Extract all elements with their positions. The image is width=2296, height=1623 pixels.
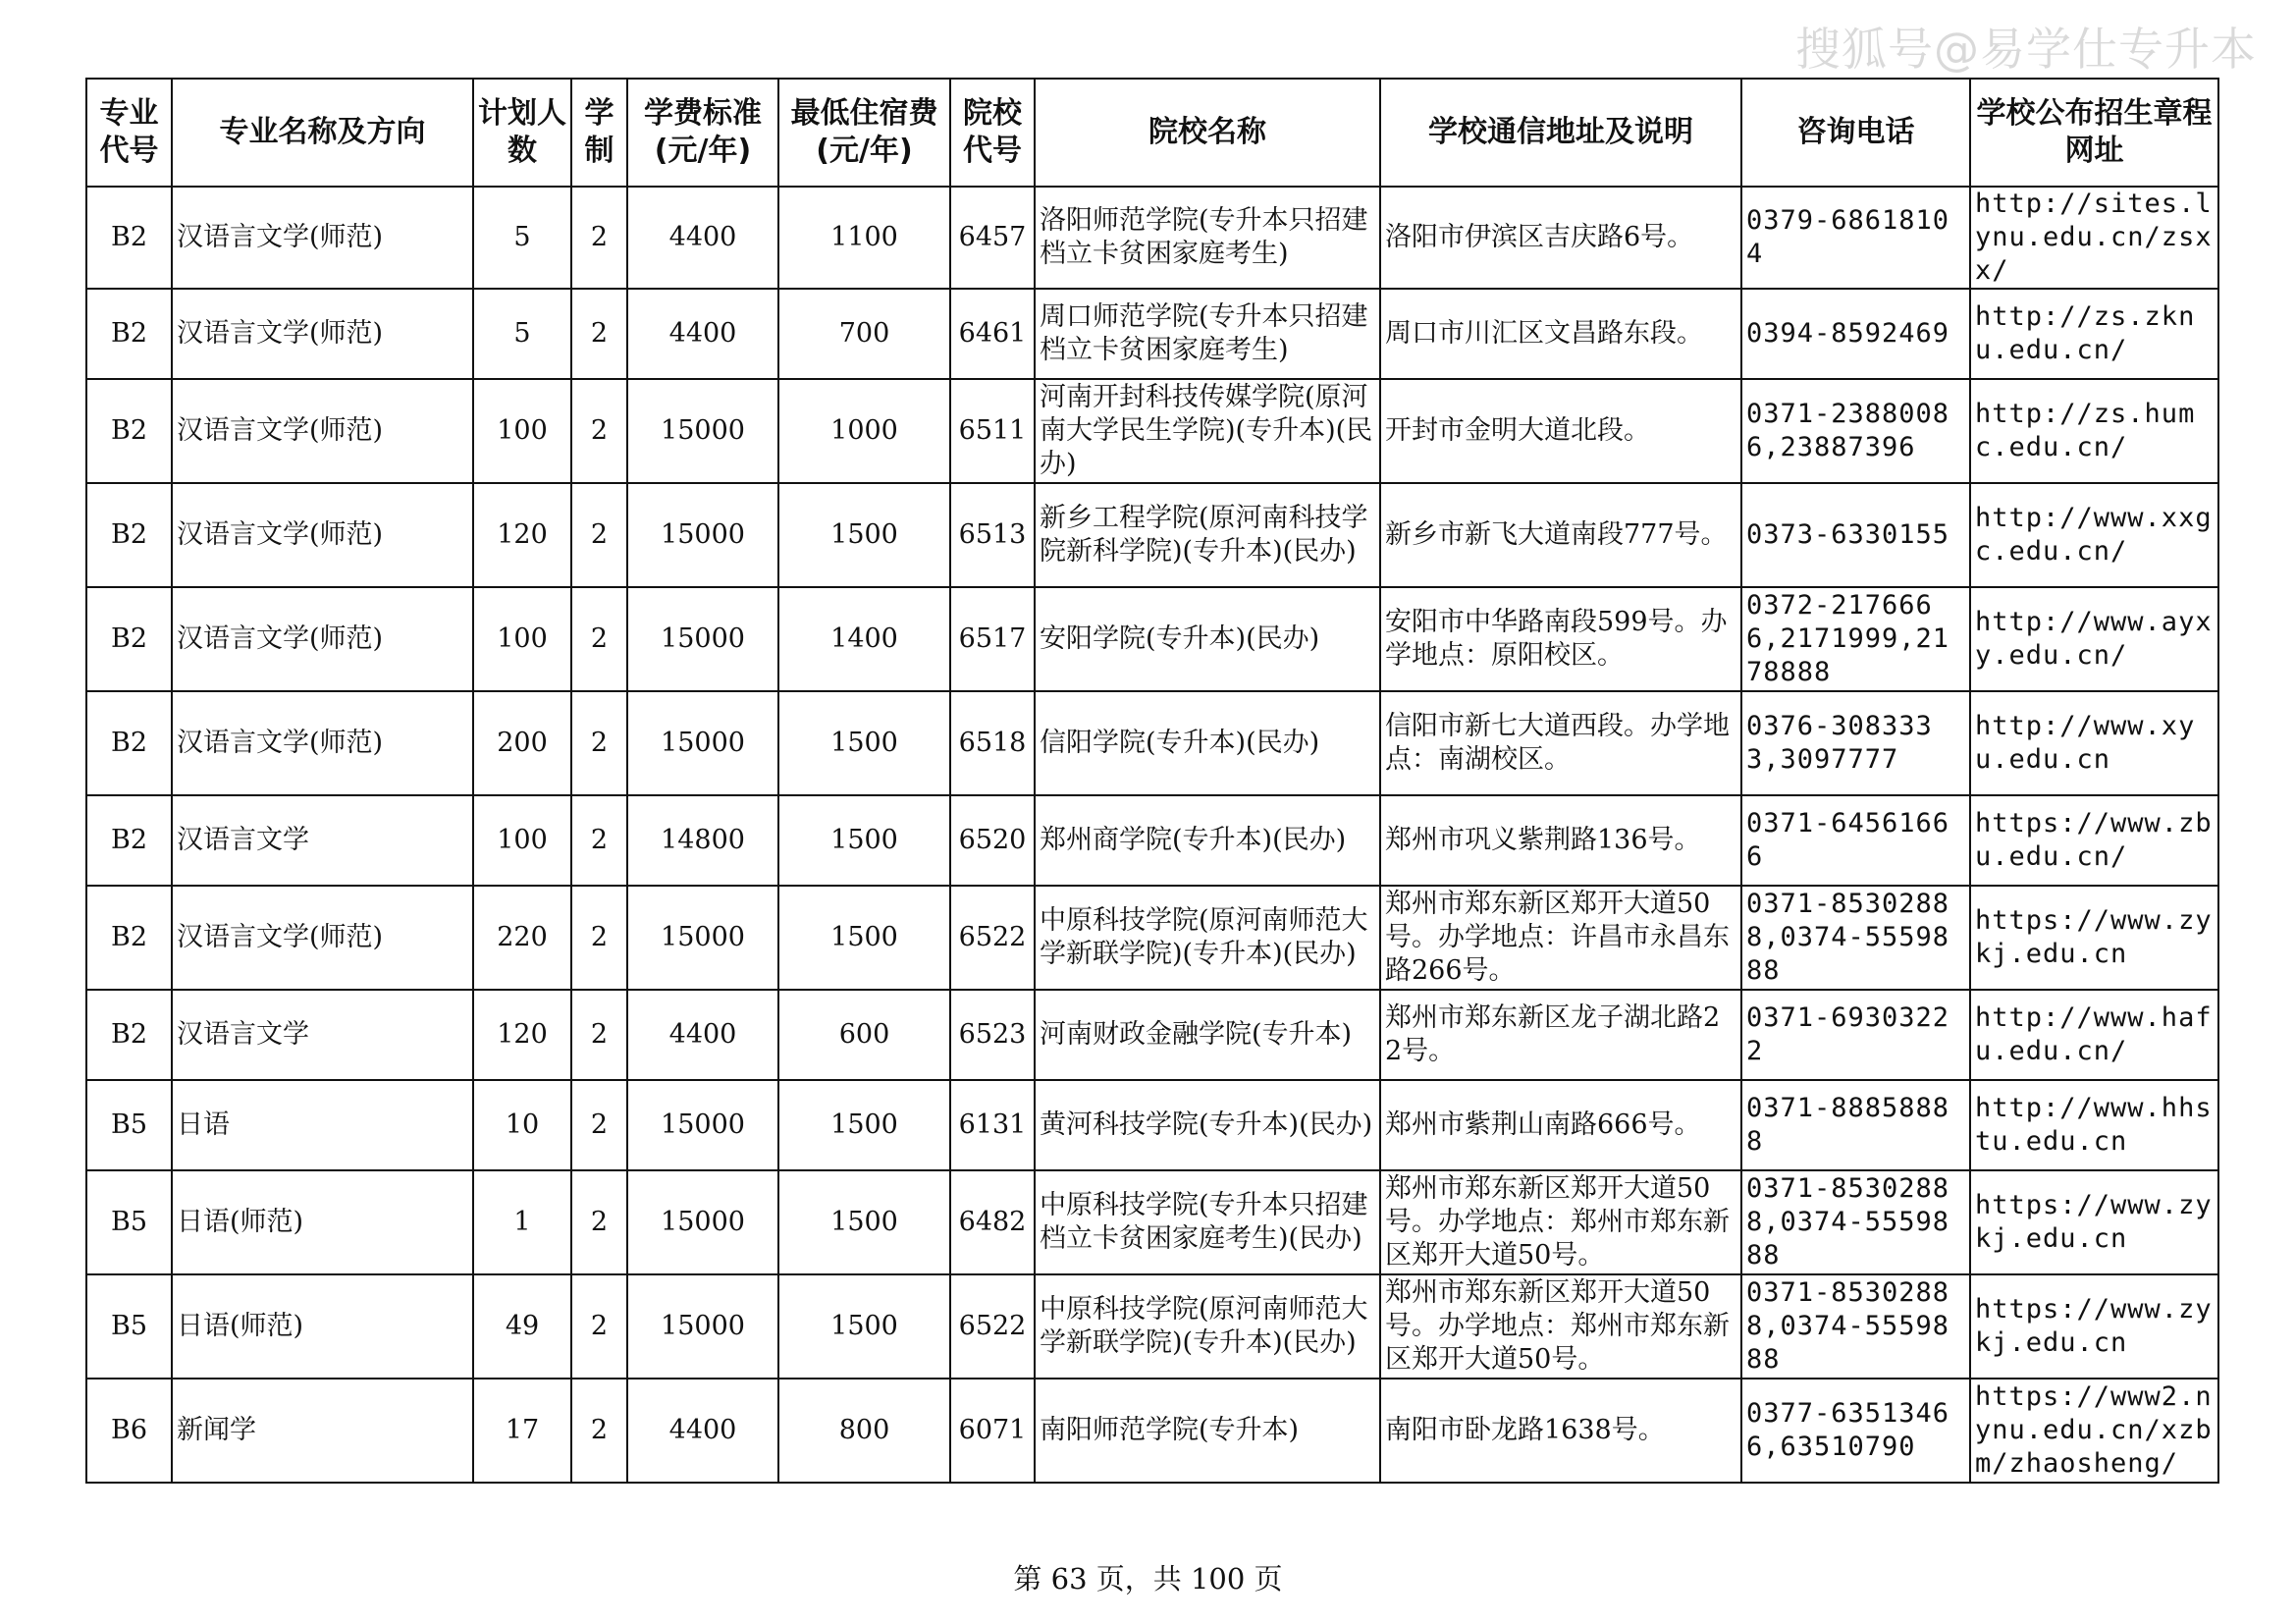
cell-duration: 2 xyxy=(571,795,627,886)
cell-duration: 2 xyxy=(571,990,627,1080)
cell-address: 安阳市中华路南段599号。办学地点：原阳校区。 xyxy=(1380,587,1741,691)
header-duration: 学制 xyxy=(571,79,627,187)
cell-phone: 0371-85302888,0374-5559888 xyxy=(1741,1274,1970,1379)
cell-major-name: 汉语言文学(师范) xyxy=(172,187,473,289)
cell-school-name: 南阳师范学院(专升本) xyxy=(1035,1379,1380,1483)
header-major-code: 专业代号 xyxy=(86,79,172,187)
cell-duration: 2 xyxy=(571,483,627,587)
cell-phone: 0379-68618104 xyxy=(1741,187,1970,289)
cell-school-code: 6461 xyxy=(950,289,1035,379)
cell-website[interactable]: http://www.ayxy.edu.cn/ xyxy=(1970,587,2218,691)
page-footer: 第 63 页，共 100 页 xyxy=(1013,1562,1283,1596)
cell-school-code: 6511 xyxy=(950,379,1035,483)
cell-duration: 2 xyxy=(571,1080,627,1170)
cell-school-code: 6131 xyxy=(950,1080,1035,1170)
cell-plan-count: 120 xyxy=(473,483,571,587)
cell-tuition: 4400 xyxy=(627,990,778,1080)
table-row xyxy=(86,1170,2218,1274)
cell-plan-count: 17 xyxy=(473,1379,571,1483)
table-row xyxy=(86,1379,2218,1483)
cell-address: 南阳市卧龙路1638号。 xyxy=(1380,1379,1741,1483)
cell-plan-count: 100 xyxy=(473,379,571,483)
cell-major-name: 日语(师范) xyxy=(172,1170,473,1274)
table-row xyxy=(86,483,2218,587)
cell-plan-count: 220 xyxy=(473,886,571,990)
table-row xyxy=(86,587,2218,691)
cell-phone: 0371-69303222 xyxy=(1741,990,1970,1080)
cell-tuition: 15000 xyxy=(627,379,778,483)
cell-major-code: B2 xyxy=(86,795,172,886)
cell-school-name: 洛阳师范学院(专升本只招建档立卡贫困家庭考生) xyxy=(1035,187,1380,289)
cell-major-code: B6 xyxy=(86,1379,172,1483)
cell-dorm-fee: 700 xyxy=(778,289,950,379)
table-header-row xyxy=(86,79,2218,187)
cell-school-code: 6523 xyxy=(950,990,1035,1080)
cell-dorm-fee: 1500 xyxy=(778,1170,950,1274)
cell-school-code: 6517 xyxy=(950,587,1035,691)
cell-major-code: B2 xyxy=(86,990,172,1080)
table-row xyxy=(86,187,2218,289)
cell-school-name: 周口师范学院(专升本只招建档立卡贫困家庭考生) xyxy=(1035,289,1380,379)
cell-website[interactable]: https://www.zykj.edu.cn xyxy=(1970,886,2218,990)
cell-major-name: 日语(师范) xyxy=(172,1274,473,1379)
cell-tuition: 4400 xyxy=(627,1379,778,1483)
cell-school-code: 6457 xyxy=(950,187,1035,289)
cell-address: 新乡市新飞大道南段777号。 xyxy=(1380,483,1741,587)
table-row xyxy=(86,1274,2218,1379)
cell-website[interactable]: http://zs.zknu.edu.cn/ xyxy=(1970,289,2218,379)
cell-website[interactable]: http://zs.humc.edu.cn/ xyxy=(1970,379,2218,483)
cell-school-code: 6513 xyxy=(950,483,1035,587)
cell-duration: 2 xyxy=(571,691,627,795)
cell-tuition: 15000 xyxy=(627,483,778,587)
cell-school-code: 6520 xyxy=(950,795,1035,886)
cell-school-name: 信阳学院(专升本)(民办) xyxy=(1035,691,1380,795)
cell-address: 郑州市巩义紫荆路136号。 xyxy=(1380,795,1741,886)
cell-website[interactable]: https://www.zbu.edu.cn/ xyxy=(1970,795,2218,886)
cell-phone: 0371-85302888,0374-5559888 xyxy=(1741,1170,1970,1274)
header-website: 学校公布招生章程网址 xyxy=(1970,79,2218,187)
cell-dorm-fee: 1500 xyxy=(778,886,950,990)
cell-duration: 2 xyxy=(571,1170,627,1274)
cell-tuition: 15000 xyxy=(627,587,778,691)
cell-school-name: 中原科技学院(原河南师范大学新联学院)(专升本)(民办) xyxy=(1035,886,1380,990)
cell-major-name: 汉语言文学(师范) xyxy=(172,289,473,379)
cell-address: 郑州市郑东新区郑开大道50号。办学地点：郑州市郑东新区郑开大道50号。 xyxy=(1380,1170,1741,1274)
cell-phone: 0373-6330155 xyxy=(1741,483,1970,587)
cell-dorm-fee: 1000 xyxy=(778,379,950,483)
header-address: 学校通信地址及说明 xyxy=(1380,79,1741,187)
cell-major-code: B2 xyxy=(86,187,172,289)
cell-address: 郑州市紫荆山南路666号。 xyxy=(1380,1080,1741,1170)
cell-website[interactable]: http://www.hafu.edu.cn/ xyxy=(1970,990,2218,1080)
header-dorm-fee: 最低住宿费(元/年) xyxy=(778,79,950,187)
header-school-code: 院校代号 xyxy=(950,79,1035,187)
cell-address: 开封市金明大道北段。 xyxy=(1380,379,1741,483)
table-row xyxy=(86,379,2218,483)
cell-tuition: 4400 xyxy=(627,187,778,289)
cell-plan-count: 100 xyxy=(473,587,571,691)
cell-website[interactable]: https://www.zykj.edu.cn xyxy=(1970,1170,2218,1274)
cell-address: 信阳市新七大道西段。办学地点：南湖校区。 xyxy=(1380,691,1741,795)
cell-dorm-fee: 1500 xyxy=(778,795,950,886)
cell-major-name: 汉语言文学(师范) xyxy=(172,587,473,691)
cell-major-code: B2 xyxy=(86,691,172,795)
cell-school-name: 中原科技学院(原河南师范大学新联学院)(专升本)(民办) xyxy=(1035,1274,1380,1379)
cell-school-name: 河南开封科技传媒学院(原河南大学民生学院)(专升本)(民办) xyxy=(1035,379,1380,483)
cell-phone: 0371-64561666 xyxy=(1741,795,1970,886)
cell-major-code: B5 xyxy=(86,1170,172,1274)
cell-major-code: B5 xyxy=(86,1080,172,1170)
cell-dorm-fee: 1500 xyxy=(778,1274,950,1379)
cell-website[interactable]: http://www.xxgc.edu.cn/ xyxy=(1970,483,2218,587)
cell-school-code: 6071 xyxy=(950,1379,1035,1483)
cell-tuition: 4400 xyxy=(627,289,778,379)
cell-plan-count: 5 xyxy=(473,187,571,289)
cell-duration: 2 xyxy=(571,187,627,289)
cell-school-name: 新乡工程学院(原河南科技学院新科学院)(专升本)(民办) xyxy=(1035,483,1380,587)
table-row xyxy=(86,1080,2218,1170)
cell-major-name: 日语 xyxy=(172,1080,473,1170)
header-major-name: 专业名称及方向 xyxy=(172,79,473,187)
cell-address: 周口市川汇区文昌路东段。 xyxy=(1380,289,1741,379)
header-phone: 咨询电话 xyxy=(1741,79,1970,187)
cell-duration: 2 xyxy=(571,289,627,379)
cell-dorm-fee: 1100 xyxy=(778,187,950,289)
table-row xyxy=(86,795,2218,886)
cell-major-name: 汉语言文学(师范) xyxy=(172,379,473,483)
cell-school-name: 郑州商学院(专升本)(民办) xyxy=(1035,795,1380,886)
cell-phone: 0371-85302888,0374-5559888 xyxy=(1741,886,1970,990)
cell-school-name: 中原科技学院(专升本只招建档立卡贫困家庭考生)(民办) xyxy=(1035,1170,1380,1274)
cell-dorm-fee: 800 xyxy=(778,1379,950,1483)
cell-dorm-fee: 600 xyxy=(778,990,950,1080)
cell-dorm-fee: 1400 xyxy=(778,587,950,691)
table-row xyxy=(86,990,2218,1080)
table-row xyxy=(86,886,2218,990)
cell-phone: 0376-3083333,3097777 xyxy=(1741,691,1970,795)
cell-website[interactable]: http://www.hhstu.edu.cn xyxy=(1970,1080,2218,1170)
cell-major-name: 汉语言文学 xyxy=(172,795,473,886)
cell-website[interactable]: http://sites.lynu.edu.cn/zsxx/ xyxy=(1970,187,2218,289)
table-row xyxy=(86,691,2218,795)
cell-tuition: 15000 xyxy=(627,1274,778,1379)
cell-school-name: 河南财政金融学院(专升本) xyxy=(1035,990,1380,1080)
cell-school-code: 6482 xyxy=(950,1170,1035,1274)
cell-major-name: 汉语言文学(师范) xyxy=(172,483,473,587)
cell-phone: 0371-88858888 xyxy=(1741,1080,1970,1170)
cell-duration: 2 xyxy=(571,587,627,691)
cell-tuition: 15000 xyxy=(627,886,778,990)
cell-phone: 0371-23880086,23887396 xyxy=(1741,379,1970,483)
cell-major-code: B2 xyxy=(86,379,172,483)
cell-tuition: 15000 xyxy=(627,1080,778,1170)
cell-major-code: B2 xyxy=(86,587,172,691)
cell-major-name: 汉语言文学 xyxy=(172,990,473,1080)
cell-plan-count: 200 xyxy=(473,691,571,795)
cell-major-code: B5 xyxy=(86,1274,172,1379)
header-plan-count: 计划人数 xyxy=(473,79,571,187)
cell-plan-count: 5 xyxy=(473,289,571,379)
cell-address: 洛阳市伊滨区吉庆路6号。 xyxy=(1380,187,1741,289)
cell-major-name: 汉语言文学(师范) xyxy=(172,886,473,990)
cell-plan-count: 49 xyxy=(473,1274,571,1379)
cell-website[interactable]: https://www.zykj.edu.cn xyxy=(1970,1274,2218,1379)
cell-duration: 2 xyxy=(571,1274,627,1379)
header-tuition: 学费标准(元/年) xyxy=(627,79,778,187)
cell-major-name: 新闻学 xyxy=(172,1379,473,1483)
cell-phone: 0372-2176666,2171999,2178888 xyxy=(1741,587,1970,691)
cell-school-name: 安阳学院(专升本)(民办) xyxy=(1035,587,1380,691)
sohu-watermark: 搜狐号@易学仕专升本 xyxy=(1795,23,2257,76)
cell-website[interactable]: https://www2.nynu.edu.cn/xzbm/zhaosheng/ xyxy=(1970,1379,2218,1483)
cell-duration: 2 xyxy=(571,886,627,990)
cell-address: 郑州市郑东新区郑开大道50号。办学地点：许昌市永昌东路266号。 xyxy=(1380,886,1741,990)
cell-plan-count: 1 xyxy=(473,1170,571,1274)
cell-major-code: B2 xyxy=(86,289,172,379)
header-school-name: 院校名称 xyxy=(1035,79,1380,187)
cell-school-code: 6518 xyxy=(950,691,1035,795)
cell-plan-count: 10 xyxy=(473,1080,571,1170)
cell-address: 郑州市郑东新区郑开大道50号。办学地点：郑州市郑东新区郑开大道50号。 xyxy=(1380,1274,1741,1379)
cell-duration: 2 xyxy=(571,379,627,483)
cell-school-name: 黄河科技学院(专升本)(民办) xyxy=(1035,1080,1380,1170)
cell-website[interactable]: http://www.xyu.edu.cn xyxy=(1970,691,2218,795)
cell-major-name: 汉语言文学(师范) xyxy=(172,691,473,795)
cell-tuition: 15000 xyxy=(627,691,778,795)
cell-duration: 2 xyxy=(571,1379,627,1483)
cell-tuition: 15000 xyxy=(627,1170,778,1274)
cell-dorm-fee: 1500 xyxy=(778,691,950,795)
cell-dorm-fee: 1500 xyxy=(778,1080,950,1170)
cell-dorm-fee: 1500 xyxy=(778,483,950,587)
cell-major-code: B2 xyxy=(86,886,172,990)
cell-address: 郑州市郑东新区龙子湖北路22号。 xyxy=(1380,990,1741,1080)
cell-phone: 0394-8592469 xyxy=(1741,289,1970,379)
admissions-table xyxy=(85,78,2219,1484)
cell-school-code: 6522 xyxy=(950,886,1035,990)
cell-tuition: 14800 xyxy=(627,795,778,886)
cell-major-code: B2 xyxy=(86,483,172,587)
cell-plan-count: 100 xyxy=(473,795,571,886)
cell-phone: 0377-63513466,63510790 xyxy=(1741,1379,1970,1483)
table-row xyxy=(86,289,2218,379)
cell-school-code: 6522 xyxy=(950,1274,1035,1379)
cell-plan-count: 120 xyxy=(473,990,571,1080)
